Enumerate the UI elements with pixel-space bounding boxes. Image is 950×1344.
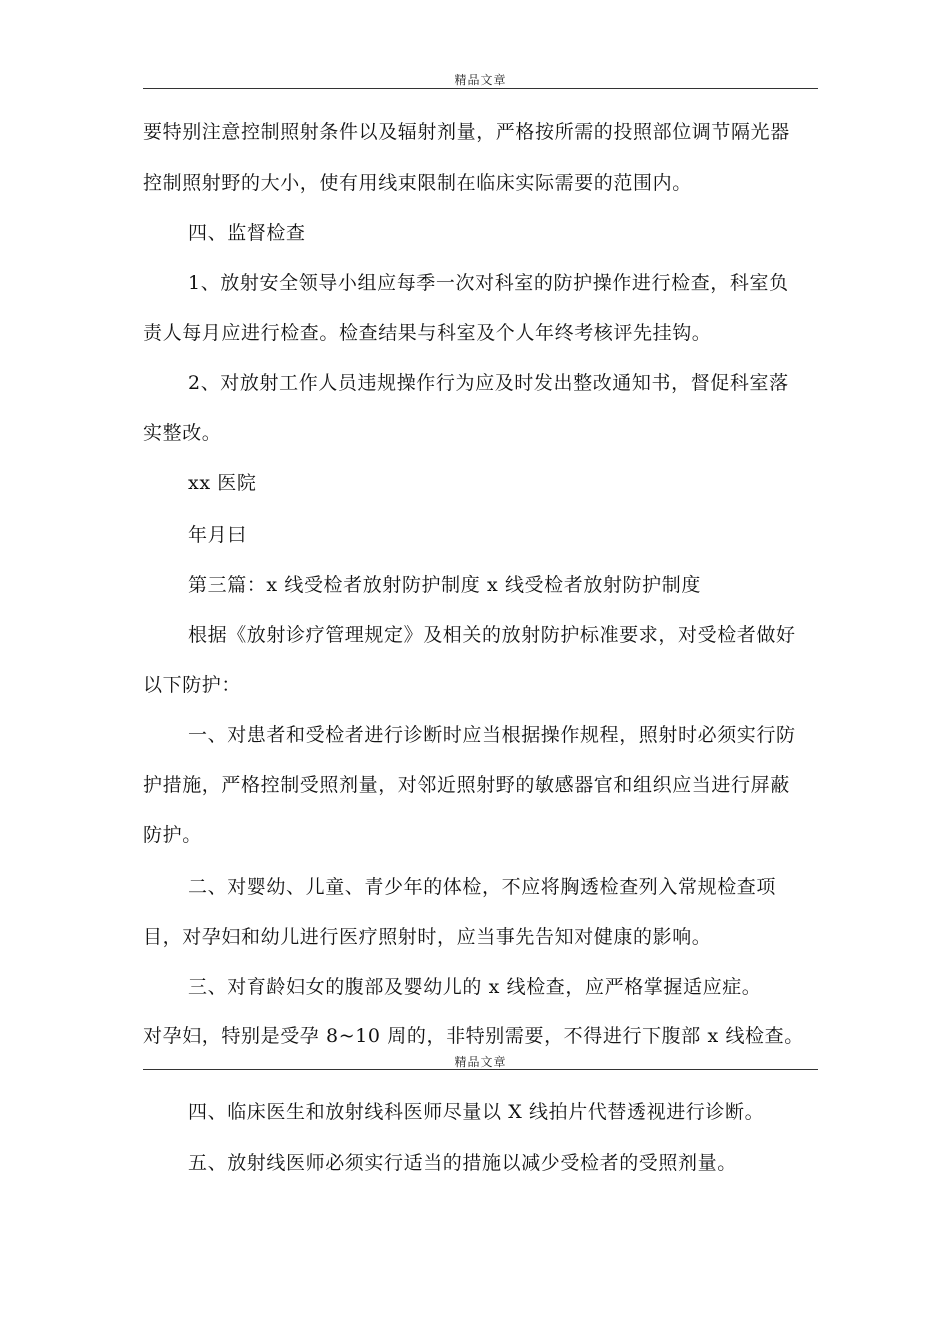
body-line: 防护。 — [143, 824, 202, 846]
body-line: 要特别注意控制照射条件以及辐射剂量，严格按所需的投照部位调节隔光器 — [143, 121, 790, 143]
body-line: 五、放射线医师必须实行适当的措施以减少受检者的受照剂量。 — [188, 1152, 737, 1174]
body-line: 三、对育龄妇女的腹部及婴幼儿的 x 线检查，应严格掌握适应症。 — [188, 976, 762, 998]
body-line: 一、对患者和受检者进行诊断时应当根据操作规程，照射时必须实行防 — [188, 724, 796, 746]
body-line: 护措施，严格控制受照剂量，对邻近照射野的敏感器官和组织应当进行屏蔽 — [143, 774, 790, 796]
body-line: 责人每月应进行检查。检查结果与科室及个人年终考核评先挂钩。 — [143, 322, 712, 344]
body-line: 1、放射安全领导小组应每季一次对科室的防护操作进行检查，科室负 — [188, 272, 789, 294]
section-title: 第三篇：x 线受检者放射防护制度 x 线受检者放射防护制度 — [188, 574, 701, 596]
body-line: 目，对孕妇和幼儿进行医疗照射时，应当事先告知对健康的影响。 — [143, 926, 712, 948]
signature-date: 年月曰 — [188, 524, 247, 546]
body-line: 二、对婴幼、儿童、青少年的体检，不应将胸透检查列入常规检查项 — [188, 876, 777, 898]
body-line: 实整改。 — [143, 422, 222, 444]
section-heading: 四、监督检查 — [188, 222, 306, 244]
body-line: 根据《放射诊疗管理规定》及相关的放射防护标准要求，对受检者做好 — [188, 624, 796, 646]
header-label: 精品文章 — [454, 1055, 507, 1069]
body-line: 控制照射野的大小，使有用线束限制在临床实际需要的范围内。 — [143, 172, 692, 194]
header-rule — [143, 1069, 818, 1070]
header-label: 精品文章 — [454, 73, 507, 87]
signature-org: xx 医院 — [188, 472, 257, 494]
body-line: 对孕妇，特别是受孕 8~10 周的，非特别需要，不得进行下腹部 x 线检查。 — [143, 1025, 804, 1047]
header-rule — [143, 88, 818, 89]
body-line: 四、临床医生和放射线科医师尽量以 X 线拍片代替透视进行诊断。 — [188, 1101, 765, 1123]
body-line: 以下防护： — [143, 674, 242, 696]
body-line: 2、对放射工作人员违规操作行为应及时发出整改通知书，督促科室落 — [188, 372, 789, 394]
